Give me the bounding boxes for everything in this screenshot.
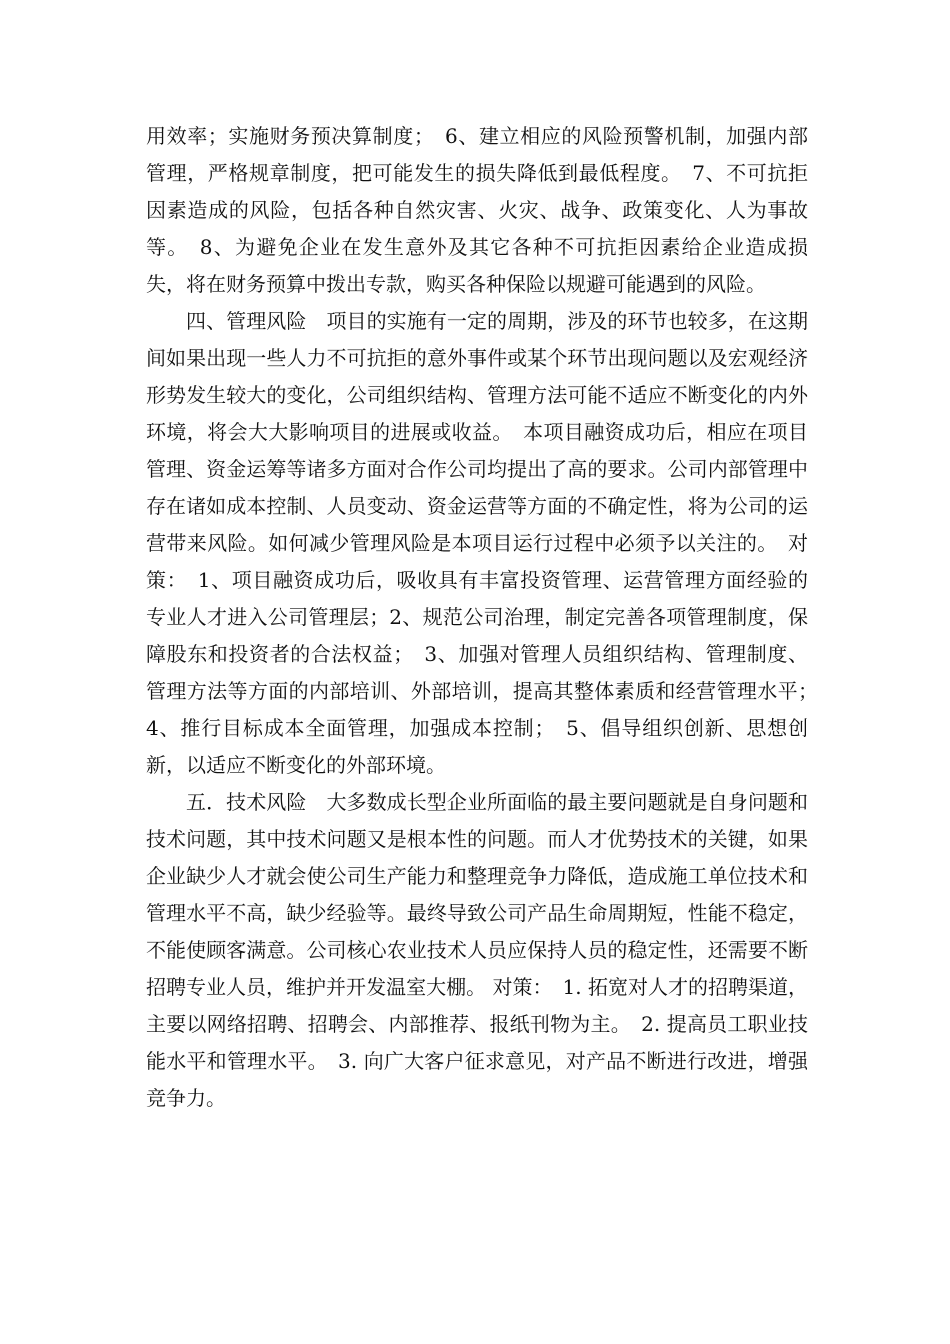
paragraph-risk-measures-continued: 用效率；实施财务预决算制度； 6、建立相应的风险预警机制，加强内部管理，严格规章制度，把可能发生的损失降低到最低程度。 7、不可抗拒因素造成的风险，包括各种自然灾害、火灾、战争、政策变化、人为事故等。 8、为避免企业在发生意外及其它各种不可抗拒因素给企业造成损失，将在财务预算中拨出专款，购买各种保险以规避可能遇到的风险。 [146,124,808,296]
document-page [146,118,828,1117]
paragraph-management-risk: 四、管理风险 项目的实施有一定的周期，涉及的环节也较多，在这期间如果出现一些人力不可抗拒的意外事件或某个环节出现问题以及宏观经济形势发生较大的变化，公司组织结构、管理方法可能不适应不断变化的内外环境，将会大大影响项目的进展或收益。 本项目融资成功后，相应在项目管理、资金运筹等诸多方面对合作公司均提出了高的要求。公司内部管理中存在诸如成本控制、人员变动、资金运营等方面的不确定性，将为公司的运营带来风险。如何减少管理风险是本项目运行过程中必须予以关注的。 对策： 1、项目融资成功后，吸收具有丰富投资管理、运营管理方面经验的专业人才进入公司管理层；2、规范公司治理，制定完善各项管理制度，保障股东和投资者的合法权益； 3、加强对管理人员组织结构、管理制度、管理方法等方面的内部培训、外部培训，提高其整体素质和经营管理水平； 4、推行目标成本全面管理，加强成本控制； 5、倡导组织创新、思想创新，以适应不断变化的外部环境。 [146,309,828,777]
paragraph-technical-risk: 五．技术风险 大多数成长型企业所面临的最主要问题就是自身问题和技术问题，其中技术问题又是根本性的问题。而人才优势技术的关键，如果企业缺少人才就会使公司生产能力和整理竞争力降低，造成施工单位技术和管理水平不高，缺少经验等。最终导致公司产品生命周期短，性能不稳定，不能使顾客满意。公司核心农业技术人员应保持人员的稳定性，还需要不断招聘专业人员，维护并开发温室大棚。 对策： 1. 拓宽对人才的招聘渠道，主要以网络招聘、招聘会、内部推荐、报纸刊物为主。 2. 提高员工职业技能水平和管理水平。 3. 向广大客户征求意见，对产品不断进行改进，增强竞争力。 [146,790,808,1110]
